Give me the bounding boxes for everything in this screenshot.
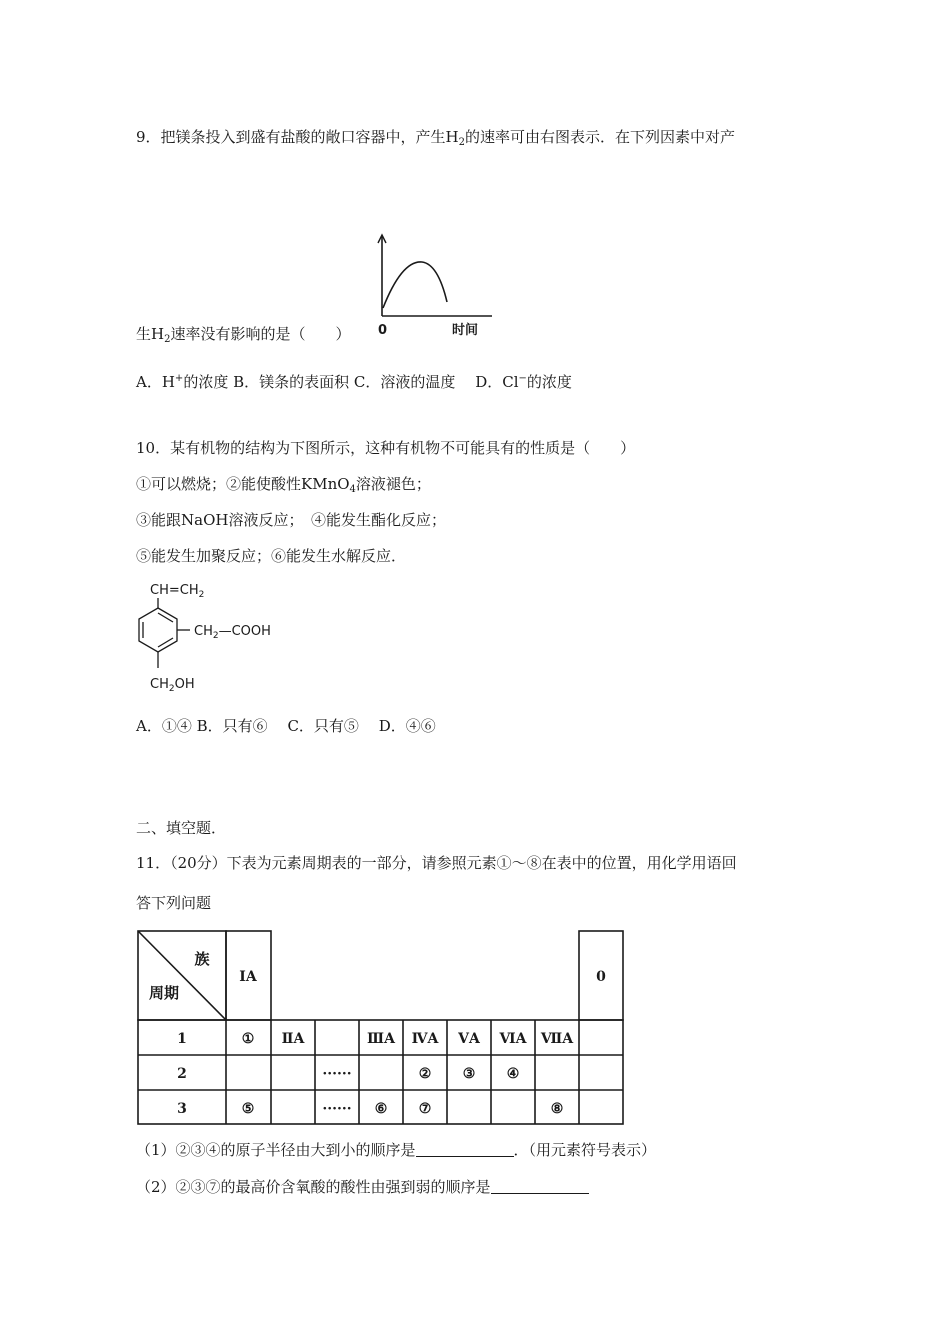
q11-stem-line1: 11．（20分）下表为元素周期表的一部分，请参照元素①～⑧在表中的位置，用化学用语回 (136, 854, 737, 872)
q9-option-d[interactable]: D．Cl−的浓度 (475, 373, 572, 391)
q9-option-c[interactable]: C．溶液的温度 (353, 373, 456, 391)
q9-stem-line1: 9．把镁条投入到盛有盐酸的敞口容器中，产生$H_2$的速率可由右图表示．在下列因素中对产 (136, 128, 736, 148)
answer-blank-1[interactable] (416, 1142, 514, 1157)
q11-stem-line2: 答下列问题 (136, 894, 212, 912)
q9-options (136, 369, 572, 392)
q11-subquestion-2: （2）②③⑦的最高价含氧酸的酸性由强到弱的顺序是 (136, 1177, 589, 1197)
element-4: ④ (506, 1066, 520, 1082)
svg-text:CH2—COOH: $CH_2—COOH$ (194, 624, 271, 641)
period-1: 1 (177, 1031, 187, 1047)
q9-stem-line2: 生$H_2$速率没有影响的是（ ） (136, 325, 351, 345)
q10-options (136, 716, 436, 736)
graph-x-label: 时间 (452, 323, 479, 338)
group-via-header: ⅥA (499, 1031, 527, 1047)
element-8: ⑧ (550, 1101, 564, 1117)
structure-diagram (130, 576, 290, 698)
corner-group-label: 族 (194, 950, 210, 968)
q9-option-b[interactable]: B．镁条的表面积 (233, 373, 350, 391)
period-3: 3 (177, 1101, 187, 1117)
q10-properties-2: ③能跟NaOH溶液反应； ④能发生酯化反应； (136, 511, 446, 529)
group-iia-header: ⅡA (281, 1031, 305, 1047)
element-3: ③ (462, 1066, 476, 1082)
rate-time-graph (360, 228, 500, 343)
group-viia-header: ⅦA (540, 1031, 574, 1047)
q10-properties-1: ①可以燃烧；②能使酸性KMnO$_4$溶液褪色； (136, 475, 431, 495)
q10-stem: 10．某有机物的结构为下图所示，这种有机物不可能具有的性质是（ ） (136, 439, 636, 457)
group-iiia-header: ⅢA (367, 1031, 395, 1047)
svg-text:CH2OH: $CH_2OH$ (150, 677, 195, 694)
element-6: ⑥ (374, 1101, 388, 1117)
group-ia-header: ⅠA (239, 969, 257, 985)
q11-subquestion-1: （1）②③④的原子半径由大到小的顺序是 ．（用元素符号表示） (136, 1141, 657, 1159)
periodic-table (136, 928, 628, 1128)
group-0-header: 0 (596, 969, 606, 985)
q10-option-b[interactable]: B．只有⑥ (196, 717, 268, 735)
q10-option-a[interactable]: A．①④ (136, 717, 192, 735)
q9-option-a[interactable]: A．H+的浓度 (136, 373, 229, 391)
element-5: ⑤ (241, 1101, 255, 1117)
q10-option-d[interactable]: D．④⑥ (378, 717, 436, 735)
q10-option-c[interactable]: C．只有⑤ (287, 717, 359, 735)
graph-origin-label: 0 (378, 323, 388, 338)
element-2: ② (418, 1066, 432, 1082)
group-va-header: ⅤA (458, 1031, 480, 1047)
period-2: 2 (177, 1066, 187, 1082)
q10-properties-3: ⑤能发生加聚反应；⑥能发生水解反应． (136, 547, 407, 565)
answer-blank-2[interactable] (491, 1179, 589, 1194)
row3-ellipsis: ······ (322, 1101, 352, 1117)
corner-period-label: 周期 (148, 984, 180, 1002)
group-iva-header: ⅣA (411, 1031, 439, 1047)
section-title: 二、填空题． (136, 819, 227, 837)
svg-text:CH=CH2: $CH=CH_2$ (150, 583, 205, 600)
element-7: ⑦ (418, 1101, 432, 1117)
element-1: ① (241, 1031, 255, 1047)
row2-ellipsis: ······ (322, 1066, 352, 1082)
